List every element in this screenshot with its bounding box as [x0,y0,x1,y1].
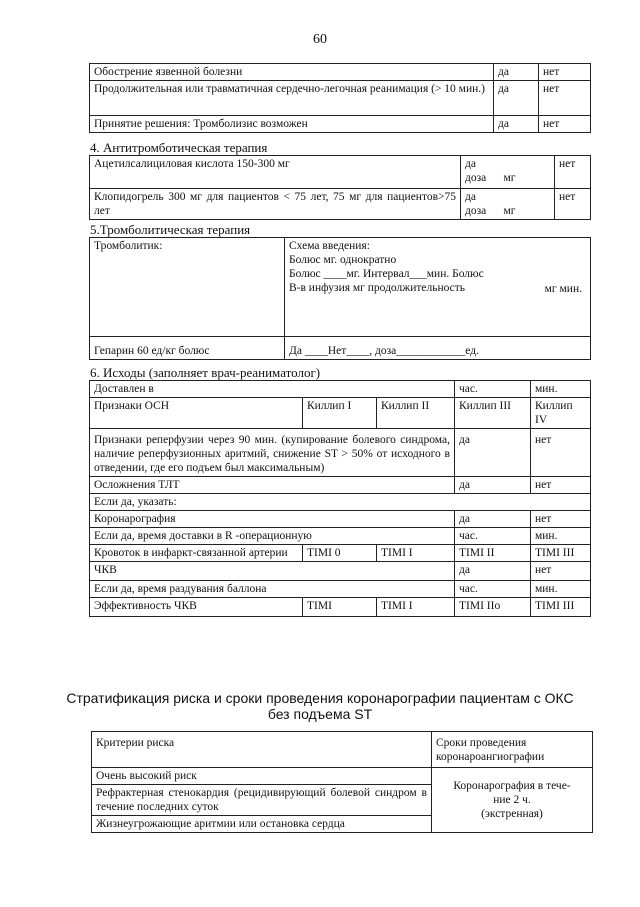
table-row [90,189,591,220]
timi-cell[interactable]: TIMI I [377,545,455,562]
outcomes-table [89,380,591,617]
killip-cell[interactable]: Киллип I [303,398,377,429]
unit-label: мг [503,205,516,217]
dose-label: доза [465,205,487,217]
scheme-line: Болюс ____мг. Интервал___мин. Болюс [289,268,484,280]
thrombolytic-label: Тромболитик: [90,238,285,337]
yes-cell[interactable]: да [494,116,539,133]
balloon-time-label: Если да, время раздувания баллона [90,581,455,598]
coronarography-label: Коронарография [90,511,455,528]
row-label: Ацетилсалициловая кислота 150-300 мг [90,156,461,189]
table-row [90,381,591,398]
row-label: Принятие решения: Тромболизис возможен [90,116,494,133]
thrombolytic-table [89,237,591,360]
no-cell[interactable]: нет [539,81,591,116]
unit-label: мг [503,172,516,184]
yes-cell[interactable]: да [494,64,539,81]
hours-cell[interactable]: час. [455,528,531,545]
refractory-label: Рефрактерная стенокардия (рецидивирующий болевой синдром в течение последних суток [92,785,432,816]
yes-label: да [465,191,476,203]
timing-line: (экстренная) [481,808,543,820]
table-row [90,429,591,477]
table-row [90,528,591,545]
yes-cell[interactable]: да [494,81,539,116]
page-number: 60 [313,32,327,47]
table-row [90,156,591,189]
delivered-label: Доставлен в [90,381,455,398]
timing-line: Коронарография в тече- [453,780,571,792]
risk-stratification-table [91,731,593,833]
heparin-label: Гепарин 60 ед/кг болюс [90,337,285,360]
stratification-title [60,690,580,722]
mg-min-label: мг мин. [544,283,582,295]
table-row [90,337,591,360]
section-4-heading: 4. Антитромботическая терапия [90,140,268,155]
osn-label: Признаки ОСН [90,398,303,429]
yes-dose-cell[interactable] [461,189,555,220]
complications-label: Осложнения ТЛТ [90,477,455,494]
no-cell[interactable]: нет [539,116,591,133]
table-row [92,768,593,785]
no-cell[interactable]: нет [539,64,591,81]
scheme-line: Схема введения: [289,240,370,252]
table-row [90,545,591,562]
section-5-heading: 5.Тромболитическая терапия [90,222,251,237]
row-label: Клопидогрель 300 мг для пациентов < 75 лет, 75 мг для пациентов>75 лет [90,189,461,220]
no-cell[interactable]: нет [531,477,591,494]
table-row [90,494,591,511]
no-cell[interactable]: нет [531,562,591,581]
yes-cell[interactable]: да [455,562,531,581]
no-cell[interactable]: нет [555,156,591,189]
killip-cell[interactable]: Киллип II [377,398,455,429]
no-cell[interactable]: нет [531,511,591,528]
yes-cell[interactable]: да [455,477,531,494]
table-row [90,477,591,494]
table-row [90,598,591,617]
timing-line: ние 2 ч. [493,794,531,806]
section-6-heading: 6. Исходы (заполняет врач-реаниматолог) [90,365,321,380]
timi-cell[interactable]: TIMI II [455,545,531,562]
dose-label: доза [465,172,487,184]
blood-flow-label: Кровоток в инфаркт-связанной артерии [90,545,303,562]
table-row [90,64,591,81]
table-row [92,732,593,768]
antithrombotic-table [89,155,591,220]
row-label: Продолжительная или травматичная сердечно-легочная реанимация (> 10 мин.) [90,81,494,116]
no-cell[interactable]: нет [531,429,591,477]
table-row [90,511,591,528]
delivery-time-label: Если да, время доставки в R -операционную [90,528,455,545]
timi-cell[interactable]: TIMI III [531,545,591,562]
timi-cell[interactable]: TIMI [303,598,377,617]
criteria-header: Критерии риска [92,732,432,768]
pci-label: ЧКВ [90,562,455,581]
scheme-line: В-в инфузия мг продолжительность [289,282,466,294]
very-high-risk-label: Очень высокий риск [92,768,432,785]
scheme-cell[interactable] [285,238,591,337]
killip-cell[interactable]: Киллип III [455,398,531,429]
minutes-cell[interactable]: мин. [531,581,591,598]
yes-dose-cell[interactable] [461,156,555,189]
table-row [90,562,591,581]
heparin-answer[interactable]: Да ____Нет____, доза____________ед. [285,337,591,360]
killip-cell[interactable]: Киллип IV [531,398,591,429]
timi-cell[interactable]: TIMI 0 [303,545,377,562]
pci-efficiency-label: Эффективность ЧКВ [90,598,303,617]
title-line-2: без подъема ST [267,706,373,722]
contraindications-table [89,63,591,133]
table-row [90,238,591,337]
reperfusion-label: Признаки реперфузии через 90 мин. (купирование болевого синдрома, наличие реперфузионных аритмий, снижение ST > 50% от исходного в отведении, где его подъем был максимальным) [90,429,455,477]
timi-cell[interactable]: TIMI IIo [455,598,531,617]
title-line-1: Стратификация риска и сроки проведения коронарографии пациентам с ОКС [66,690,574,706]
table-row [90,398,591,429]
minutes-cell[interactable]: мин. [531,528,591,545]
scheme-line: Болюс мг. однократно [289,254,397,266]
yes-cell[interactable]: да [455,511,531,528]
yes-cell[interactable]: да [455,429,531,477]
arrhythmia-label: Жизнеугрожающие аритмии или остановка сердца [92,816,432,833]
hours-cell[interactable]: час. [455,381,531,398]
row-label: Обострение язвенной болезни [90,64,494,81]
if-yes-specify: Если да, указать: [90,494,591,511]
table-row [90,581,591,598]
hours-cell[interactable]: час. [455,581,531,598]
yes-label: да [465,158,476,170]
table-row [90,81,591,116]
table-row [90,116,591,133]
timing-header: Сроки проведения коронароангиографии [432,732,593,768]
no-cell[interactable]: нет [555,189,591,220]
timi-cell[interactable]: TIMI I [377,598,455,617]
timi-cell[interactable]: TIMI III [531,598,591,617]
minutes-cell[interactable]: мин. [531,381,591,398]
timing-cell [432,768,593,833]
